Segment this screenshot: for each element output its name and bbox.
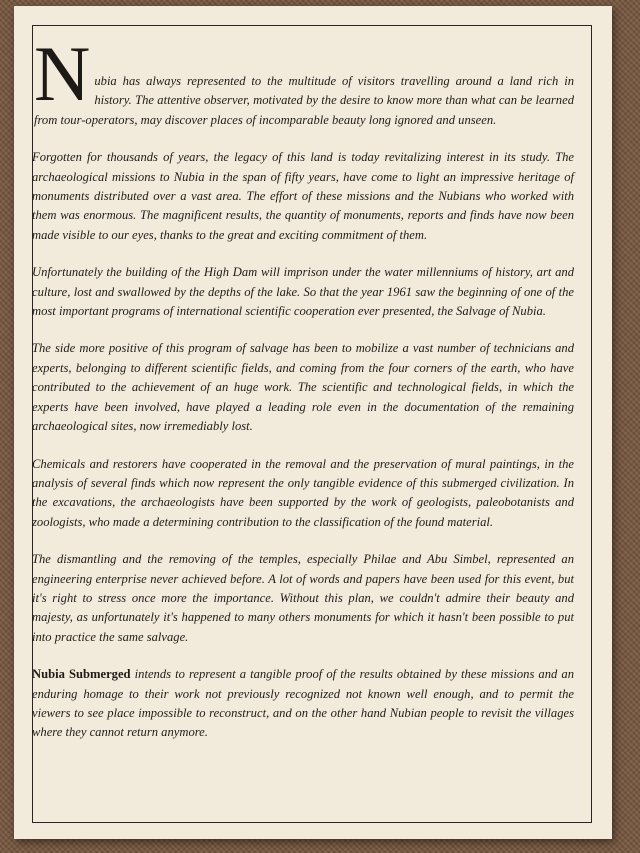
paragraph-1-text: ubia has always represented to the multitude of visitors travelling around a land rich in history. The attentive observer, motivated by the desire to know more than what can be learned from tour-operators, may discover places of incomparable beauty long ignored and unseen.	[34, 74, 574, 127]
paragraph-4: The side more positive of this program of salvage has been to mobilize a vast number of technicians and experts, belonging to different scientific fields, and coming from the four corners of the earth, who have contributed to the achievement of an huge work. The scientific and technological fields, in which the experts have been involved, have played a leading role even in the documentation of the remaining archaeological sites, now irremediably lost.	[32, 341, 574, 434]
paragraph-6: The dismantling and the removing of the temples, especially Philae and Abu Simbel, represented an engineering enterprise never achieved before. A lot of words and papers have been used for this event, but it's right to stress once more the importance. Without this plan, we couldn't admire their beauty and majesty, as unfortunately it's happened to many others monuments for which it hasn't been possible to put into practice the same salvage.	[32, 552, 574, 644]
paragraph-5: Chemicals and restorers have cooperated in the removal and the preservation of mural paintings, in the analysis of several finds which now represent the only tangible evidence of this submerged civilization. In the excavations, the archaeologists have been supported by the work of geologists, paleobotanists and zoologists, who made a determining contribution to the classification of the found material.	[32, 456, 574, 529]
exhibition-title: Nubia Submerged	[32, 667, 131, 682]
drop-cap-letter: N	[34, 30, 91, 117]
paragraph-intro	[32, 30, 574, 130]
placard-text	[32, 30, 575, 761]
paragraph-3: Unfortunately the building of the High Dam will imprison under the water millenniums of history, art and culture, lost and swallowed by the depths of the lake. So that the year 1961 saw the beginning of one of the most important programs of international scientific cooperation ever presented, the Salvage of Nubia.	[32, 265, 574, 319]
paragraph-2: Forgotten for thousands of years, the legacy of this land is today revitalizing interest in its study. The archaeological missions to Nubia in the span of fifty years, have come to light an impressive heritage of monuments distributed over a vast area. The effort of these missions and the Nubians who worked with them was enormous. The magnificent results, the quantity of monuments, reports and finds have now been made visible to our eyes, thanks to the great and exciting commitment of them.	[32, 150, 574, 242]
closing-text: intends to represent a tangible proof of the results obtained by these missions and an enduring homage to their work not previously recognized not known well enough, and to permit the viewers to see place impossible to reconstruct, and on the other hand Nubian people to revisit the villages where they cannot return anymore.	[32, 667, 575, 740]
paragraph-closing	[32, 665, 574, 743]
dropcap-spacer	[34, 38, 574, 72]
